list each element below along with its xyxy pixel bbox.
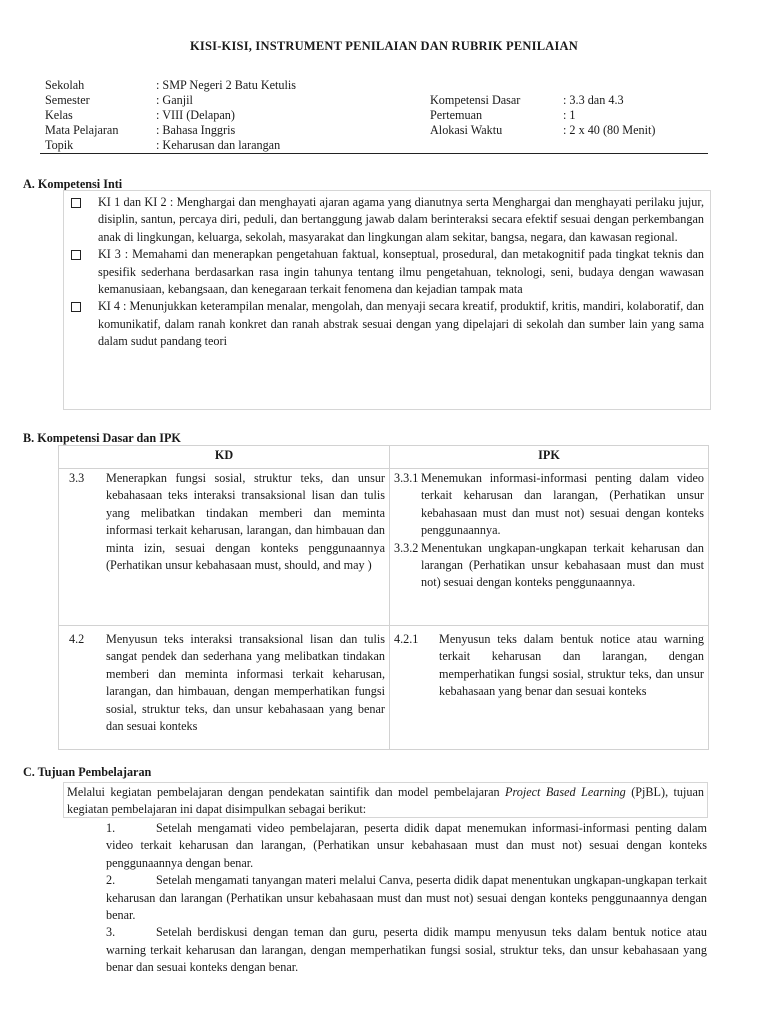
meta-value: : 2 x 40 (80 Menit) [563, 123, 656, 137]
checkbox-bullet-icon [71, 302, 81, 312]
table-header-row [59, 446, 709, 469]
intro-text-end: (PjBL), tujuan kegiatan pembelajaran ini dapat disimpulkan sebagai berikut: [67, 785, 705, 817]
checkbox-bullet-icon [71, 198, 81, 208]
step-number: 2. [106, 873, 116, 888]
ipk-text: Menentukan ungkapan-ungkapan terkait keharusan dan larangan (Perhatikan unsur kebahasaan must dan must not) sesuai dengan konteks penggunaannya. [421, 540, 704, 590]
meta-row [45, 78, 405, 93]
ki-item [64, 194, 710, 246]
meta-value: : VIII (Delapan) [156, 108, 235, 122]
meta-row [430, 123, 720, 138]
table-row [59, 469, 709, 626]
list-item [106, 924, 707, 976]
ki-item-text: KI 3 : Memahami dan menerapkan pengetahuan faktual, konseptual, prosedural, dan metakognitif pada tingkat teknis dan spesifik sederhana berdasarkan rasa ingin tahunya tentang ilmu pengetahuan, teknologi, seni, budaya dengan wawasan kemanusiaan, kebangsaan, dan kenegaraan terkait fenomena dan kejadian tampak mata [98, 247, 704, 297]
ipk-text: Menemukan informasi-informasi penting dalam video terkait keharusan dan larangan, (Perhatikan unsur kebahasaan must dan must not) sesuai dengan konteks penggunaannya. [421, 471, 704, 538]
ki-item [64, 298, 710, 350]
meta-label: Sekolah [45, 78, 85, 92]
kd-ipk-table [58, 445, 709, 750]
meta-row [45, 108, 405, 123]
kd-number: 4.2 [69, 632, 85, 646]
intro-emphasis: Project Based Learning [505, 785, 626, 799]
ipk-entry [394, 470, 704, 540]
meta-left [45, 78, 405, 153]
meta-value: : Ganjil [156, 93, 193, 107]
meta-value: : 1 [563, 108, 576, 122]
meta-label: Semester [45, 93, 90, 107]
tujuan-steps [106, 820, 707, 977]
meta-row [45, 123, 405, 138]
section-b-heading: B. Kompetensi Dasar dan IPK [23, 431, 181, 445]
ipk-number: 4.2.1 [394, 632, 419, 646]
intro-text: Melalui kegiatan pembelajaran dengan pendekatan saintifik dan model pembelajaran [67, 785, 506, 799]
ki-item-text: KI 1 dan KI 2 : Menghargai dan menghayati ajaran agama yang dianutnya serta Menghargai dan menghayati perilaku jujur, disiplin, santun, percaya diri, peduli, dan bertanggung jawab dalam berinteraksi secara efektif sesuai dengan perkembangan anak di lingkungan, keluarga, sekolah, masyarakat dan lingkungan alam sekitar, bangsa, negara, dan kawasan regional. [98, 195, 704, 244]
meta-right [430, 93, 720, 138]
ipk-entry [394, 540, 704, 592]
ki-item-text: KI 4 : Menunjukkan keterampilan menalar, mengolah, dan menyaji secara kreatif, produktif, kritis, mandiri, kolaboratif, dan komunikatif, dalam ranah konkret dan ranah abstrak sesuai dengan yang dipelajari di sekolah dan sumber lain yang sama dalam sudut pandang teori [98, 299, 704, 349]
meta-row [45, 93, 405, 108]
ipk-number: 3.3.1 [394, 471, 419, 485]
list-item [106, 820, 707, 872]
meta-label: Kelas [45, 108, 73, 122]
kd-number: 3.3 [69, 471, 85, 485]
meta-value: : 3.3 dan 4.3 [563, 93, 624, 107]
document-title: KISI-KISI, INSTRUMENT PENILAIAN DAN RUBRIK PENILAIAN [189, 39, 578, 53]
kd-cell [59, 626, 390, 750]
ipk-text: Menyusun teks dalam bentuk notice atau warning terkait keharusan dan larangan, dengan memperhatikan fungsi sosial, struktur teks, dan unsur kebahasaan yang benar dan sesuai konteks [439, 632, 704, 699]
ipk-entry [394, 627, 704, 701]
meta-label: Kompetensi Dasar [430, 93, 521, 107]
meta-label: Alokasi Waktu [430, 123, 503, 137]
meta-label: Pertemuan [430, 108, 483, 122]
meta-value: : Keharusan dan larangan [156, 138, 281, 152]
kd-cell [59, 469, 390, 626]
ipk-cell [390, 469, 709, 626]
list-item [106, 872, 707, 924]
section-c-heading: C. Tujuan Pembelajaran [23, 765, 152, 779]
meta-label: Mata Pelajaran [45, 123, 119, 137]
ki-item [64, 246, 710, 298]
section-a-heading: A. Kompetensi Inti [23, 177, 123, 191]
kd-entry [63, 470, 385, 574]
kd-text: Menyusun teks interaksi transaksional lisan dan tulis sangat pendek dan sederhana yang melibatkan tindakan memberi dan meminta informasi terkait keharusan, larangan, dan himbauan, dengan memperhatikan fungsi sosial, struktur teks, dan unsur kebahasaan yang benar dan sesuai konteks [106, 632, 385, 734]
step-number: 3. [106, 925, 116, 940]
table-row [59, 626, 709, 750]
kd-text: Menerapkan fungsi sosial, struktur teks, dan unsur kebahasaan teks interaksi transaksional lisan dan tulis yang melibatkan tindakan memberi dan meminta informasi terkait keharusan, larangan, dan himbauan dan minta izin, sesuai dengan konteks penggunaannya (Perhatikan unsur kebahasaan must, should, and may ) [106, 471, 385, 573]
step-text: Setelah berdiskusi dengan teman dan guru, peserta didik mampu menyusun teks dalam bentuk notice atau warning terkait keharusan dan larangan, dengan memperhatikan fungsi sosial, struktur teks, dan unsur kebahasaan yang benar dan sesuai konteks dengan benar. [106, 925, 707, 975]
meta-row [45, 138, 405, 153]
ipk-cell [390, 626, 709, 750]
meta-label: Topik [45, 138, 74, 152]
step-number: 1. [106, 821, 116, 835]
step-text: Setelah mengamati tanyangan materi melalui Canva, peserta didik dapat menentukan ungkapan-ungkapan terkait keharusan dan larangan (Perhatikan unsur kebahasaan must dan must not) sesuai dengan konteks penggunaannya dengan benar. [106, 873, 707, 923]
header-divider [40, 153, 708, 154]
column-header-kd: KD [59, 446, 390, 469]
column-header-ipk: IPK [390, 446, 709, 469]
kompetensi-inti-box [63, 190, 711, 410]
ipk-number: 3.3.2 [394, 540, 419, 555]
meta-value: : Bahasa Inggris [156, 123, 236, 137]
checkbox-bullet-icon [71, 250, 81, 260]
meta-value: : SMP Negeri 2 Batu Ketulis [156, 78, 297, 92]
step-text: Setelah mengamati video pembelajaran, peserta didik dapat menemukan informasi-informasi penting dalam video terkait keharusan dan larangan, (Perhatikan unsur kebahasaan must dan must not) sesuai dengan konteks penggunaannya dengan benar. [106, 821, 707, 870]
tujuan-intro [63, 782, 708, 818]
kd-entry [63, 627, 385, 735]
meta-row [430, 108, 720, 123]
meta-row [430, 93, 720, 108]
